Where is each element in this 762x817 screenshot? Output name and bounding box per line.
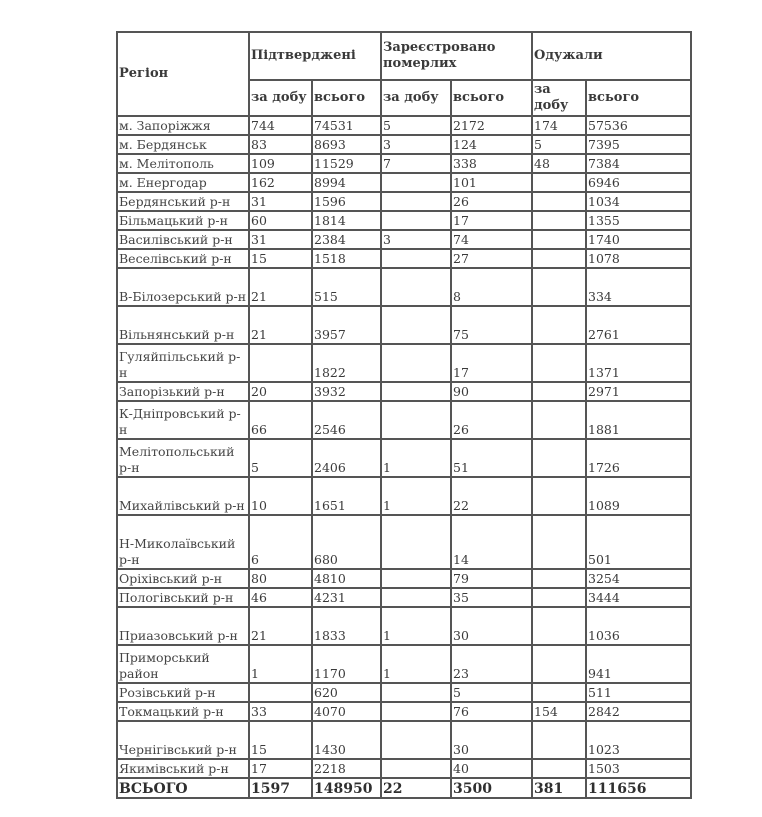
deaths-per-day-cell	[381, 702, 451, 721]
deaths-per-day-cell	[381, 268, 451, 306]
recovered-total-cell: 57536	[586, 116, 691, 135]
deaths-total-cell: 14	[451, 515, 532, 569]
deaths-per-day-cell	[381, 683, 451, 702]
confirmed-total-cell: 4810	[312, 569, 381, 588]
deaths-total-cell: 51	[451, 439, 532, 477]
table-row	[117, 721, 691, 759]
confirmed-per-day-cell	[249, 344, 312, 382]
region-cell: Пологівський р-н	[117, 588, 249, 607]
deaths-total-cell: 23	[451, 645, 532, 683]
deaths-per-day-cell: 5	[381, 116, 451, 135]
recovered-total-cell: 1881	[586, 401, 691, 439]
table-row	[117, 607, 691, 645]
region-cell: Більмацький р-н	[117, 211, 249, 230]
deaths-total-cell: 30	[451, 607, 532, 645]
region-cell: Гуляйпільський р-н	[117, 344, 249, 382]
header-recovered: Одужали	[532, 32, 691, 80]
total-region-cell: ВСЬОГО	[117, 778, 249, 798]
recovered-total-cell: 941	[586, 645, 691, 683]
confirmed-per-day-cell: 80	[249, 569, 312, 588]
confirmed-per-day-cell: 162	[249, 173, 312, 192]
deaths-total-cell: 79	[451, 569, 532, 588]
recovered-total-cell: 1034	[586, 192, 691, 211]
recovered-per-day-cell	[532, 721, 586, 759]
deaths-total-cell: 338	[451, 154, 532, 173]
header-deaths: Зареєстровано померлих	[381, 32, 532, 80]
deaths-total-cell: 30	[451, 721, 532, 759]
recovered-per-day-cell	[532, 268, 586, 306]
total-confirmed-total-cell: 148950	[312, 778, 381, 798]
table-row	[117, 135, 691, 154]
header-deaths-per-day: за добу	[381, 80, 451, 116]
region-cell: Якимівський р-н	[117, 759, 249, 778]
recovered-total-cell: 1355	[586, 211, 691, 230]
table-row	[117, 344, 691, 382]
deaths-total-cell: 75	[451, 306, 532, 344]
deaths-total-cell: 40	[451, 759, 532, 778]
deaths-total-cell: 26	[451, 192, 532, 211]
recovered-total-cell: 3444	[586, 588, 691, 607]
deaths-total-cell: 27	[451, 249, 532, 268]
recovered-total-cell: 1089	[586, 477, 691, 515]
confirmed-per-day-cell: 20	[249, 382, 312, 401]
recovered-per-day-cell	[532, 192, 586, 211]
confirmed-per-day-cell: 83	[249, 135, 312, 154]
region-cell: м. Мелітополь	[117, 154, 249, 173]
confirmed-per-day-cell: 109	[249, 154, 312, 173]
recovered-total-cell: 7395	[586, 135, 691, 154]
table-row	[117, 683, 691, 702]
confirmed-total-cell: 11529	[312, 154, 381, 173]
deaths-per-day-cell: 1	[381, 439, 451, 477]
confirmed-total-cell: 8693	[312, 135, 381, 154]
confirmed-per-day-cell: 33	[249, 702, 312, 721]
total-recovered-per-day-cell: 381	[532, 778, 586, 798]
deaths-per-day-cell	[381, 515, 451, 569]
table-body	[117, 116, 691, 798]
recovered-total-cell: 7384	[586, 154, 691, 173]
recovered-total-cell: 6946	[586, 173, 691, 192]
confirmed-total-cell: 2546	[312, 401, 381, 439]
confirmed-per-day-cell: 21	[249, 607, 312, 645]
recovered-total-cell: 2842	[586, 702, 691, 721]
table-row	[117, 588, 691, 607]
deaths-total-cell: 8	[451, 268, 532, 306]
region-cell: В-Білозерський р-н	[117, 268, 249, 306]
recovered-per-day-cell	[532, 683, 586, 702]
confirmed-total-cell: 1518	[312, 249, 381, 268]
recovered-total-cell: 334	[586, 268, 691, 306]
recovered-per-day-cell	[532, 230, 586, 249]
header-recovered-per-day: за добу	[532, 80, 586, 116]
recovered-per-day-cell	[532, 645, 586, 683]
confirmed-total-cell: 2406	[312, 439, 381, 477]
confirmed-total-cell: 4070	[312, 702, 381, 721]
confirmed-per-day-cell: 1	[249, 645, 312, 683]
confirmed-per-day-cell: 60	[249, 211, 312, 230]
table-row	[117, 249, 691, 268]
covid-stats-table	[116, 31, 692, 799]
region-cell: Приморський район	[117, 645, 249, 683]
confirmed-total-cell: 515	[312, 268, 381, 306]
confirmed-total-cell: 3932	[312, 382, 381, 401]
table-row	[117, 515, 691, 569]
header-recovered-total: всього	[586, 80, 691, 116]
header-confirmed-total: всього	[312, 80, 381, 116]
table-row	[117, 569, 691, 588]
recovered-per-day-cell	[532, 344, 586, 382]
confirmed-total-cell: 3957	[312, 306, 381, 344]
table-row	[117, 477, 691, 515]
confirmed-per-day-cell: 10	[249, 477, 312, 515]
table-row	[117, 116, 691, 135]
recovered-total-cell: 1023	[586, 721, 691, 759]
header-confirmed: Підтверджені	[249, 32, 381, 80]
recovered-total-cell: 1740	[586, 230, 691, 249]
region-cell: Михайлівський р-н	[117, 477, 249, 515]
deaths-per-day-cell: 1	[381, 645, 451, 683]
confirmed-total-cell: 1596	[312, 192, 381, 211]
deaths-total-cell: 22	[451, 477, 532, 515]
total-recovered-total-cell: 111656	[586, 778, 691, 798]
region-cell: Н-Миколаївський р-н	[117, 515, 249, 569]
recovered-per-day-cell	[532, 569, 586, 588]
recovered-per-day-cell	[532, 588, 586, 607]
recovered-total-cell: 2761	[586, 306, 691, 344]
recovered-per-day-cell	[532, 759, 586, 778]
deaths-per-day-cell	[381, 173, 451, 192]
region-cell: Приазовський р-н	[117, 607, 249, 645]
region-cell: Вільнянський р-н	[117, 306, 249, 344]
deaths-per-day-cell	[381, 306, 451, 344]
deaths-per-day-cell: 7	[381, 154, 451, 173]
recovered-per-day-cell	[532, 382, 586, 401]
deaths-total-cell: 17	[451, 211, 532, 230]
recovered-total-cell: 3254	[586, 569, 691, 588]
total-deaths-per-day-cell: 22	[381, 778, 451, 798]
recovered-per-day-cell	[532, 249, 586, 268]
recovered-total-cell: 1078	[586, 249, 691, 268]
table-row	[117, 230, 691, 249]
deaths-per-day-cell	[381, 249, 451, 268]
confirmed-total-cell: 1430	[312, 721, 381, 759]
table-row	[117, 211, 691, 230]
table-row	[117, 439, 691, 477]
confirmed-per-day-cell: 66	[249, 401, 312, 439]
recovered-per-day-cell	[532, 607, 586, 645]
table-row	[117, 702, 691, 721]
deaths-per-day-cell	[381, 401, 451, 439]
confirmed-total-cell: 1833	[312, 607, 381, 645]
recovered-per-day-cell	[532, 401, 586, 439]
region-cell: Оріхівський р-н	[117, 569, 249, 588]
header-deaths-total: всього	[451, 80, 532, 116]
table-row	[117, 401, 691, 439]
confirmed-per-day-cell: 15	[249, 721, 312, 759]
confirmed-per-day-cell: 21	[249, 268, 312, 306]
deaths-per-day-cell	[381, 192, 451, 211]
region-cell: Токмацький р-н	[117, 702, 249, 721]
deaths-per-day-cell	[381, 759, 451, 778]
recovered-per-day-cell	[532, 211, 586, 230]
deaths-per-day-cell: 1	[381, 477, 451, 515]
confirmed-total-cell: 2384	[312, 230, 381, 249]
recovered-per-day-cell: 154	[532, 702, 586, 721]
deaths-total-cell: 26	[451, 401, 532, 439]
deaths-per-day-cell	[381, 569, 451, 588]
confirmed-total-cell: 1814	[312, 211, 381, 230]
region-cell: м. Запоріжжя	[117, 116, 249, 135]
confirmed-per-day-cell: 21	[249, 306, 312, 344]
header-region: Регіон	[117, 32, 249, 116]
deaths-total-cell: 124	[451, 135, 532, 154]
total-row	[117, 778, 691, 798]
confirmed-total-cell: 1822	[312, 344, 381, 382]
confirmed-total-cell: 4231	[312, 588, 381, 607]
deaths-total-cell: 35	[451, 588, 532, 607]
table-row	[117, 154, 691, 173]
confirmed-per-day-cell: 15	[249, 249, 312, 268]
confirmed-total-cell: 1651	[312, 477, 381, 515]
recovered-total-cell: 1371	[586, 344, 691, 382]
deaths-per-day-cell	[381, 344, 451, 382]
recovered-total-cell: 501	[586, 515, 691, 569]
confirmed-per-day-cell: 6	[249, 515, 312, 569]
recovered-per-day-cell: 48	[532, 154, 586, 173]
deaths-per-day-cell	[381, 721, 451, 759]
deaths-total-cell: 101	[451, 173, 532, 192]
deaths-per-day-cell: 3	[381, 135, 451, 154]
recovered-total-cell: 511	[586, 683, 691, 702]
confirmed-per-day-cell	[249, 683, 312, 702]
confirmed-total-cell: 74531	[312, 116, 381, 135]
recovered-per-day-cell	[532, 477, 586, 515]
region-cell: К-Дніпровський р-н	[117, 401, 249, 439]
recovered-per-day-cell	[532, 439, 586, 477]
recovered-per-day-cell: 5	[532, 135, 586, 154]
confirmed-total-cell: 2218	[312, 759, 381, 778]
region-cell: Запорізький р-н	[117, 382, 249, 401]
deaths-total-cell: 76	[451, 702, 532, 721]
confirmed-total-cell: 680	[312, 515, 381, 569]
total-confirmed-per-day-cell: 1597	[249, 778, 312, 798]
confirmed-per-day-cell: 17	[249, 759, 312, 778]
recovered-total-cell: 2971	[586, 382, 691, 401]
header-confirmed-per-day: за добу	[249, 80, 312, 116]
table-row	[117, 173, 691, 192]
deaths-per-day-cell: 3	[381, 230, 451, 249]
confirmed-per-day-cell: 744	[249, 116, 312, 135]
deaths-per-day-cell: 1	[381, 607, 451, 645]
recovered-total-cell: 1726	[586, 439, 691, 477]
table-row	[117, 306, 691, 344]
confirmed-total-cell: 8994	[312, 173, 381, 192]
confirmed-per-day-cell: 5	[249, 439, 312, 477]
confirmed-per-day-cell: 46	[249, 588, 312, 607]
total-deaths-total-cell: 3500	[451, 778, 532, 798]
recovered-total-cell: 1036	[586, 607, 691, 645]
table-row	[117, 645, 691, 683]
confirmed-per-day-cell: 31	[249, 230, 312, 249]
table-row	[117, 268, 691, 306]
region-cell: м. Бердянськ	[117, 135, 249, 154]
confirmed-total-cell: 620	[312, 683, 381, 702]
deaths-per-day-cell	[381, 211, 451, 230]
deaths-total-cell: 5	[451, 683, 532, 702]
region-cell: Василівський р-н	[117, 230, 249, 249]
recovered-per-day-cell: 174	[532, 116, 586, 135]
deaths-total-cell: 90	[451, 382, 532, 401]
table-row	[117, 759, 691, 778]
region-cell: Розівський р-н	[117, 683, 249, 702]
region-cell: Мелітопольський р-н	[117, 439, 249, 477]
region-cell: Бердянський р-н	[117, 192, 249, 211]
region-cell: Чернігівський р-н	[117, 721, 249, 759]
deaths-total-cell: 74	[451, 230, 532, 249]
confirmed-total-cell: 1170	[312, 645, 381, 683]
region-cell: Веселівський р-н	[117, 249, 249, 268]
table-row	[117, 192, 691, 211]
recovered-total-cell: 1503	[586, 759, 691, 778]
deaths-total-cell: 17	[451, 344, 532, 382]
deaths-per-day-cell	[381, 588, 451, 607]
recovered-per-day-cell	[532, 173, 586, 192]
recovered-per-day-cell	[532, 306, 586, 344]
table-row	[117, 382, 691, 401]
region-cell: м. Енергодар	[117, 173, 249, 192]
deaths-per-day-cell	[381, 382, 451, 401]
confirmed-per-day-cell: 31	[249, 192, 312, 211]
deaths-total-cell: 2172	[451, 116, 532, 135]
recovered-per-day-cell	[532, 515, 586, 569]
